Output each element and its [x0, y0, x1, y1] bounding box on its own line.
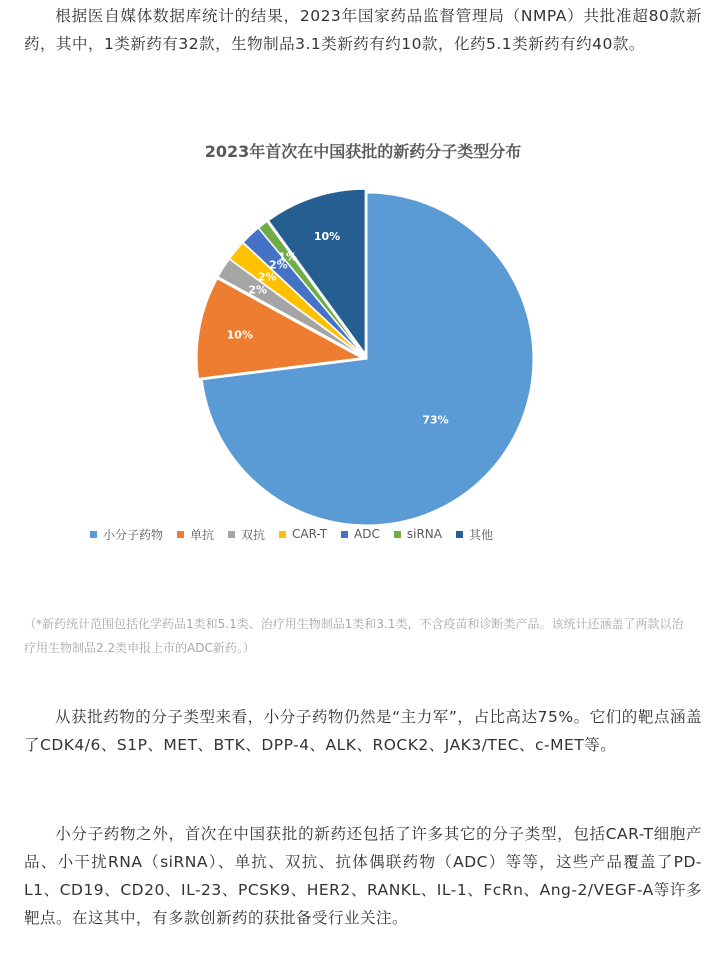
analysis-text-2: 小分子药物之外，首次在中国获批的新药还包括了许多其它的分子类型，包括CAR-T细胞产品、小干扰RNA（siRNA）、单抗、双抗、抗体偶联药物（ADC）等等，这些产品覆盖了PD-L1、CD19、CD20、IL-23、PCSK9、HER2、RANKL、IL-1、FcRn、Ang-2/VEGF-A等许多靶点。在这其中，有多款创新药的获批备受行业关注。: [24, 825, 702, 927]
pie-data-label-3: 2%: [257, 270, 277, 284]
chart-title: 2023年首次在中国获批的新药分子类型分布: [204, 142, 522, 161]
intro-text: 根据医自媒体数据库统计的结果，2023年国家药品监督管理局（NMPA）共批准超80款新药，其中，1类新药有32款，生物制品3.1类新药有约10款，化药5.1类新药有约40款。: [24, 7, 702, 53]
pie-data-label-0: 73%: [422, 413, 449, 427]
legend-swatch-2: [228, 531, 235, 538]
legend-label-0: 小分子药物: [103, 527, 164, 542]
intro-paragraph: [24, 2, 702, 58]
legend-swatch-3: [279, 531, 286, 538]
pie-chart-svg: [0, 128, 726, 568]
pie-chart: [0, 128, 726, 568]
legend-label-2: 双抗: [241, 527, 266, 542]
legend-item-2: [228, 526, 265, 543]
analysis-paragraph-1: [24, 703, 702, 759]
legend-label-1: 单抗: [190, 527, 215, 542]
legend-item-4: [341, 527, 380, 541]
legend-swatch-1: [177, 531, 184, 538]
legend-item-3: [279, 527, 327, 541]
pie-data-label-5: 1%: [278, 250, 297, 264]
chart-legend: [90, 524, 650, 544]
analysis-text-1: 从获批药物的分子类型来看，小分子药物仍然是“主力军”，占比高达75%。它们的靶点涵盖了CDK4/6、S1P、MET、BTK、DPP-4、ALK、ROCK2、JAK3/TEC、c-MET等。: [24, 708, 702, 754]
legend-label-3: CAR-T: [292, 527, 328, 541]
legend-swatch-5: [394, 531, 401, 538]
legend-swatch-4: [341, 531, 348, 538]
pie-data-label-2: 2%: [248, 283, 268, 297]
legend-label-5: siRNA: [406, 527, 442, 541]
footnote: （*新药统计范围包括化学药品1类和5.1类、治疗用生物制品1类和3.1类，不含疫苗和诊断类产品。该统计还涵盖了两款以治疗用生物制品2.2类申报上市的ADC新药。）: [24, 617, 684, 655]
legend-label-4: ADC: [354, 527, 380, 541]
pie-data-label-1: 10%: [226, 328, 253, 342]
legend-item-0: [90, 526, 163, 543]
legend-item-6: [456, 526, 493, 543]
legend-swatch-0: [90, 531, 97, 538]
legend-item-1: [177, 526, 214, 543]
legend-label-6: 其他: [468, 527, 493, 542]
analysis-paragraph-2: [24, 820, 702, 932]
legend-item-5: [394, 527, 442, 541]
legend-swatch-6: [456, 531, 463, 538]
pie-data-label-6: 10%: [313, 229, 341, 243]
pie-data-label-4: 2%: [269, 258, 288, 272]
